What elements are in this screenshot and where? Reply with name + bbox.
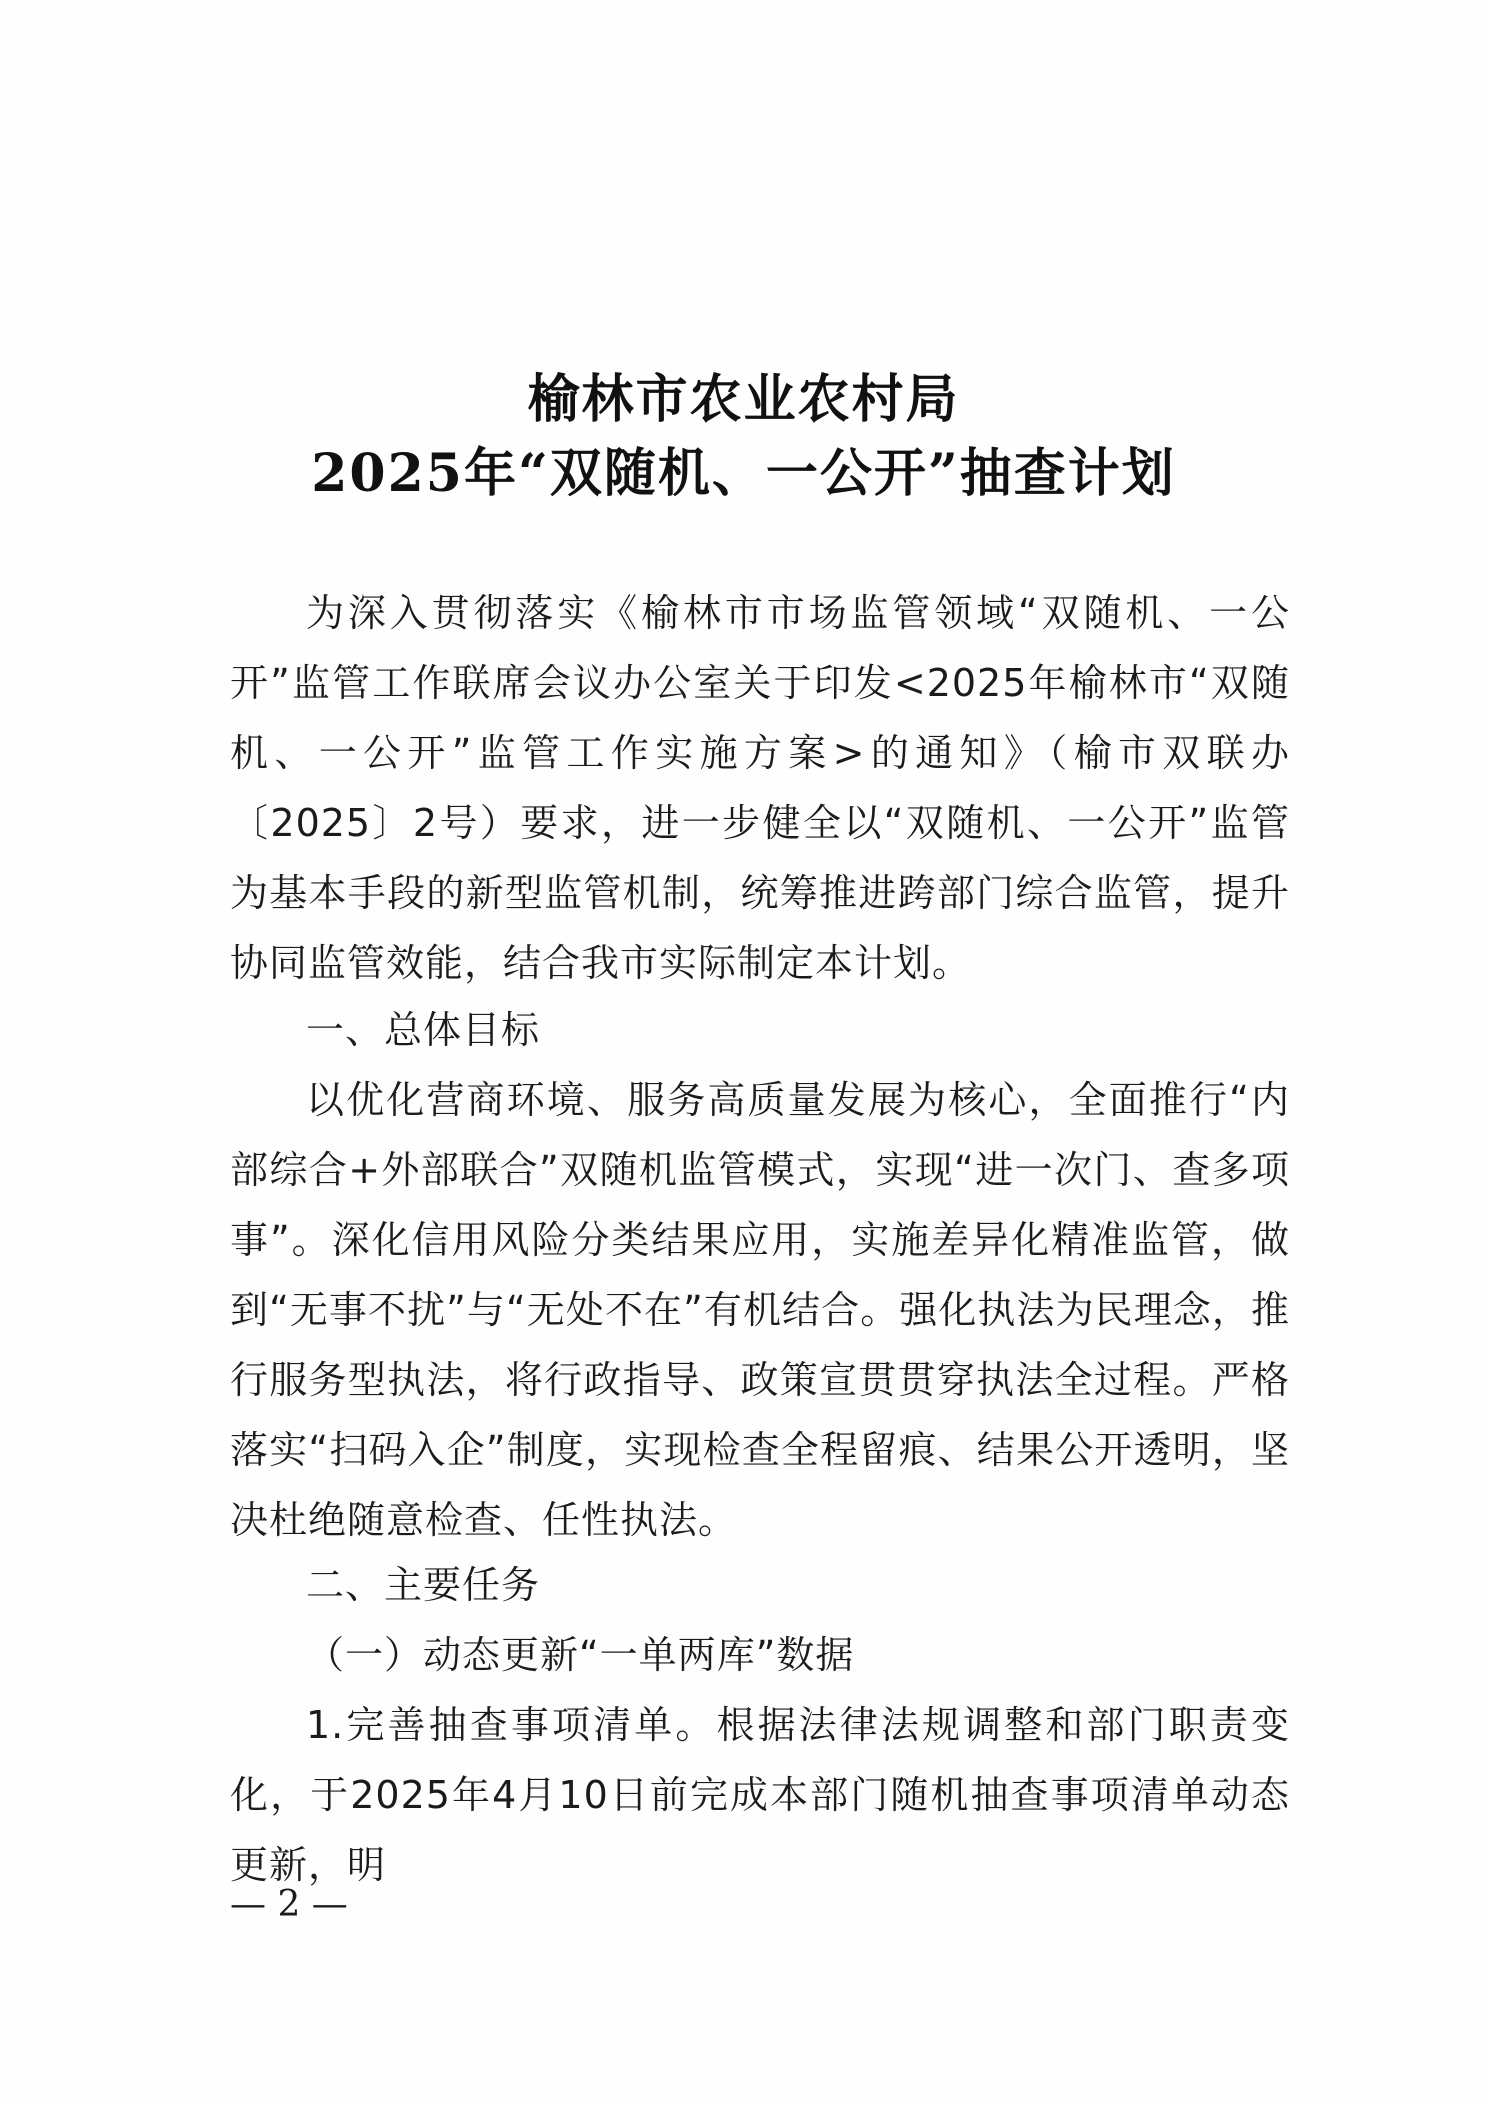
section-1-paragraph: 以优化营商环境、服务高质量发展为核心，全面推行“内部综合+外部联合”双随机监管模式，实现“进一次门、查多项事”。深化信用风险分类结果应用，实施差异化精准监管，做到“无事不扰”与“无处不在”有机结合。强化执法为民理念，推行服务型执法，将行政指导、政策宣贯贯穿执法全过程。严格落实“扫码入企”制度，实现检查全程留痕、结果公开透明，坚决杜绝随意检查、任性执法。	[230, 1078, 1290, 1542]
document-title-line-2: 2025年“双随机、一公开”抽查计划	[311, 443, 1176, 504]
page-number: — 2 —	[230, 1884, 348, 1925]
document-title-line-1: 榆林市农业农村局	[527, 369, 960, 430]
subsection-1-heading: （一）动态更新“一单两库”数据	[306, 1633, 855, 1677]
section-2-heading: 二、主要任务	[306, 1563, 541, 1607]
item-1-paragraph: 1.完善抽查事项清单。根据法律法规调整和部门职责变化，于2025年4月10日前完成本部门随机抽查事项清单动态更新，明	[230, 1703, 1290, 1887]
intro-paragraph: 为深入贯彻落实《榆林市市场监管领域“双随机、一公开”监管工作联席会议办公室关于印发<2025年榆林市“双随机、一公开”监管工作实施方案>的通知》（榆市双联办〔2025〕2号）要求，进一步健全以“双随机、一公开”监管为基本手段的新型监管机制，统筹推进跨部门综合监管，提升协同监管效能，结合我市实际制定本计划。	[230, 591, 1290, 985]
section-1-heading: 一、总体目标	[306, 1008, 541, 1052]
